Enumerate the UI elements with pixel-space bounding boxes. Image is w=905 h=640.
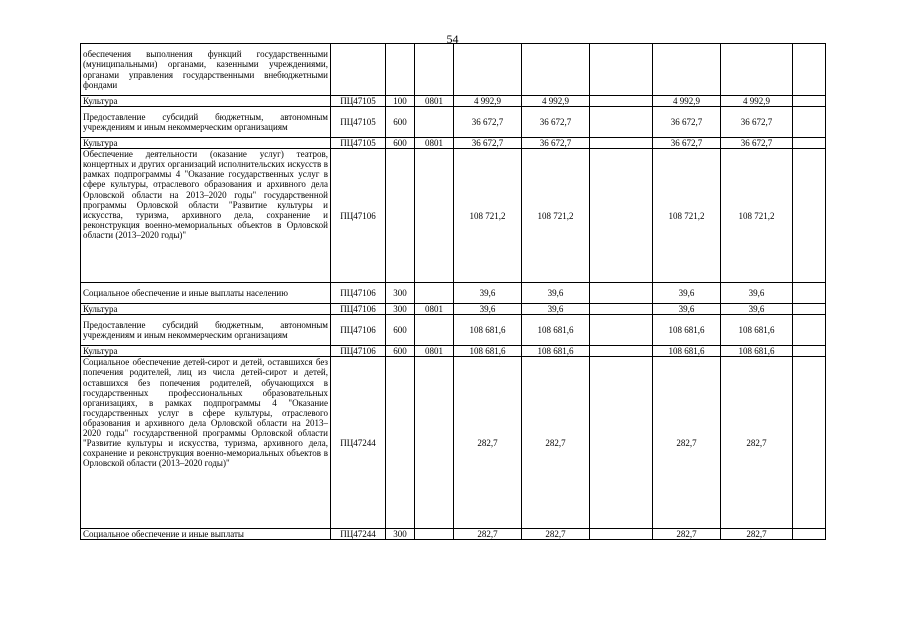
expense-type-code (386, 357, 415, 529)
row-description: Культура (81, 138, 331, 149)
target-article-code: ПЦ47106 (331, 304, 386, 315)
amount-col-2: 108 681,6 (522, 315, 590, 346)
amount-col-1: 36 672,7 (454, 107, 522, 138)
amount-col-4: 39,6 (653, 283, 721, 304)
amount-col-3 (590, 304, 653, 315)
amount-col-4: 4 992,9 (653, 96, 721, 107)
amount-col-6 (793, 149, 826, 283)
target-article-code: ПЦ47244 (331, 529, 386, 540)
amount-col-1: 4 992,9 (454, 96, 522, 107)
target-article-code: ПЦ47106 (331, 149, 386, 283)
page-number: 54 (446, 32, 459, 46)
amount-col-6 (793, 44, 826, 96)
table-row (81, 138, 826, 149)
section-code (415, 283, 454, 304)
table-row (81, 44, 826, 96)
amount-col-5: 108 721,2 (721, 149, 793, 283)
expense-type-code: 100 (386, 96, 415, 107)
table-row (81, 315, 826, 346)
row-description: Культура (81, 346, 331, 357)
amount-col-2: 39,6 (522, 283, 590, 304)
amount-col-4: 108 721,2 (653, 149, 721, 283)
table-row (81, 107, 826, 138)
section-code: 0801 (415, 138, 454, 149)
expense-type-code (386, 44, 415, 96)
amount-col-5: 4 992,9 (721, 96, 793, 107)
amount-col-4: 108 681,6 (653, 315, 721, 346)
row-description: Социальное обеспечение детей-сирот и детей, оставшихся без попечения родителей, лиц из числа детей-сирот и детей, оставшихся без попечения родителей, обучающихся в государственных профессиональных образовательных организациях, в рамках подпрограммы 4 "Оказание государственных услуг в сфере культуры, отраслевого образования и архивного дела Орловской области на 2013–2020 годы" государственной программы Орловской области "Развитие культуры и искусства, туризма, архивного дела, сохранение и реконструкция военно-мемориальных объектов в Орловской области (2013–2020 годы)" (81, 357, 331, 529)
amount-col-3 (590, 96, 653, 107)
amount-col-6 (793, 304, 826, 315)
amount-col-3 (590, 529, 653, 540)
budget-table (80, 43, 826, 540)
amount-col-6 (793, 107, 826, 138)
table-row (81, 96, 826, 107)
amount-col-5: 282,7 (721, 529, 793, 540)
expense-type-code: 300 (386, 529, 415, 540)
amount-col-1: 108 681,6 (454, 315, 522, 346)
amount-col-5: 36 672,7 (721, 138, 793, 149)
row-description: Социальное обеспечение и иные выплаты (81, 529, 331, 540)
amount-col-1: 282,7 (454, 357, 522, 529)
amount-col-6 (793, 96, 826, 107)
amount-col-1: 108 681,6 (454, 346, 522, 357)
row-description: Предоставление субсидий бюджетным, автономным учреждениям и иным некоммерческим организациям (81, 107, 331, 138)
expense-type-code: 600 (386, 107, 415, 138)
target-article-code: ПЦ47106 (331, 346, 386, 357)
row-description: обеспечения выполнения функций государственными (муниципальными) органами, казенными учреждениями, органами управления государственными внебюджетными фондами (81, 44, 331, 96)
row-description: Культура (81, 96, 331, 107)
amount-col-3 (590, 149, 653, 283)
amount-col-5: 282,7 (721, 357, 793, 529)
amount-col-1: 39,6 (454, 304, 522, 315)
target-article-code: ПЦ47244 (331, 357, 386, 529)
amount-col-4: 108 681,6 (653, 346, 721, 357)
section-code (415, 357, 454, 529)
amount-col-6 (793, 315, 826, 346)
target-article-code: ПЦ47106 (331, 283, 386, 304)
amount-col-6 (793, 138, 826, 149)
expense-type-code: 600 (386, 315, 415, 346)
row-description: Культура (81, 304, 331, 315)
amount-col-5: 36 672,7 (721, 107, 793, 138)
amount-col-5: 39,6 (721, 283, 793, 304)
section-code (415, 529, 454, 540)
amount-col-3 (590, 315, 653, 346)
amount-col-1: 108 721,2 (454, 149, 522, 283)
amount-col-3 (590, 44, 653, 96)
amount-col-2: 108 721,2 (522, 149, 590, 283)
amount-col-4: 282,7 (653, 357, 721, 529)
amount-col-5: 108 681,6 (721, 346, 793, 357)
amount-col-6 (793, 529, 826, 540)
amount-col-6 (793, 346, 826, 357)
expense-type-code (386, 149, 415, 283)
amount-col-6 (793, 283, 826, 304)
table-row (81, 304, 826, 315)
table-row (81, 283, 826, 304)
amount-col-5 (721, 44, 793, 96)
expense-type-code: 300 (386, 304, 415, 315)
amount-col-5: 108 681,6 (721, 315, 793, 346)
target-article-code: ПЦ47106 (331, 315, 386, 346)
section-code: 0801 (415, 96, 454, 107)
amount-col-4: 282,7 (653, 529, 721, 540)
amount-col-2: 108 681,6 (522, 346, 590, 357)
target-article-code: ПЦ47105 (331, 96, 386, 107)
amount-col-6 (793, 357, 826, 529)
amount-col-2: 36 672,7 (522, 107, 590, 138)
target-article-code: ПЦ47105 (331, 107, 386, 138)
amount-col-4: 36 672,7 (653, 107, 721, 138)
section-code (415, 149, 454, 283)
row-description: Обеспечение деятельности (оказание услуг) театров, концертных и других организаций исполнительских искусств в рамках подпрограммы 4 "Оказание государственных услуг в сфере культуры, отраслевого образования и архивного дела Орловской области на 2013–2020 годы" государственной программы Орловской области "Развитие культуры и искусства, туризма, архивного дела, сохранение и реконструкция военно-мемориальных объектов в Орловской области (2013–2020 годы)" (81, 149, 331, 283)
amount-col-3 (590, 107, 653, 138)
amount-col-1: 36 672,7 (454, 138, 522, 149)
amount-col-3 (590, 138, 653, 149)
expense-type-code: 300 (386, 283, 415, 304)
table-row (81, 346, 826, 357)
expense-type-code: 600 (386, 346, 415, 357)
amount-col-3 (590, 346, 653, 357)
amount-col-1: 282,7 (454, 529, 522, 540)
amount-col-1: 39,6 (454, 283, 522, 304)
target-article-code (331, 44, 386, 96)
section-code (415, 44, 454, 96)
table-row (81, 149, 826, 283)
expense-type-code: 600 (386, 138, 415, 149)
amount-col-2: 282,7 (522, 529, 590, 540)
row-description: Предоставление субсидий бюджетным, автономным учреждениям и иным некоммерческим организациям (81, 315, 331, 346)
section-code: 0801 (415, 346, 454, 357)
target-article-code: ПЦ47105 (331, 138, 386, 149)
table-row (81, 529, 826, 540)
section-code: 0801 (415, 304, 454, 315)
amount-col-4: 39,6 (653, 304, 721, 315)
amount-col-2: 36 672,7 (522, 138, 590, 149)
amount-col-5: 39,6 (721, 304, 793, 315)
amount-col-4: 36 672,7 (653, 138, 721, 149)
amount-col-2 (522, 44, 590, 96)
amount-col-2: 39,6 (522, 304, 590, 315)
amount-col-2: 4 992,9 (522, 96, 590, 107)
section-code (415, 315, 454, 346)
table-row (81, 357, 826, 529)
amount-col-2: 282,7 (522, 357, 590, 529)
section-code (415, 107, 454, 138)
amount-col-1 (454, 44, 522, 96)
amount-col-3 (590, 357, 653, 529)
amount-col-3 (590, 283, 653, 304)
row-description: Социальное обеспечение и иные выплаты населению (81, 283, 331, 304)
amount-col-4 (653, 44, 721, 96)
